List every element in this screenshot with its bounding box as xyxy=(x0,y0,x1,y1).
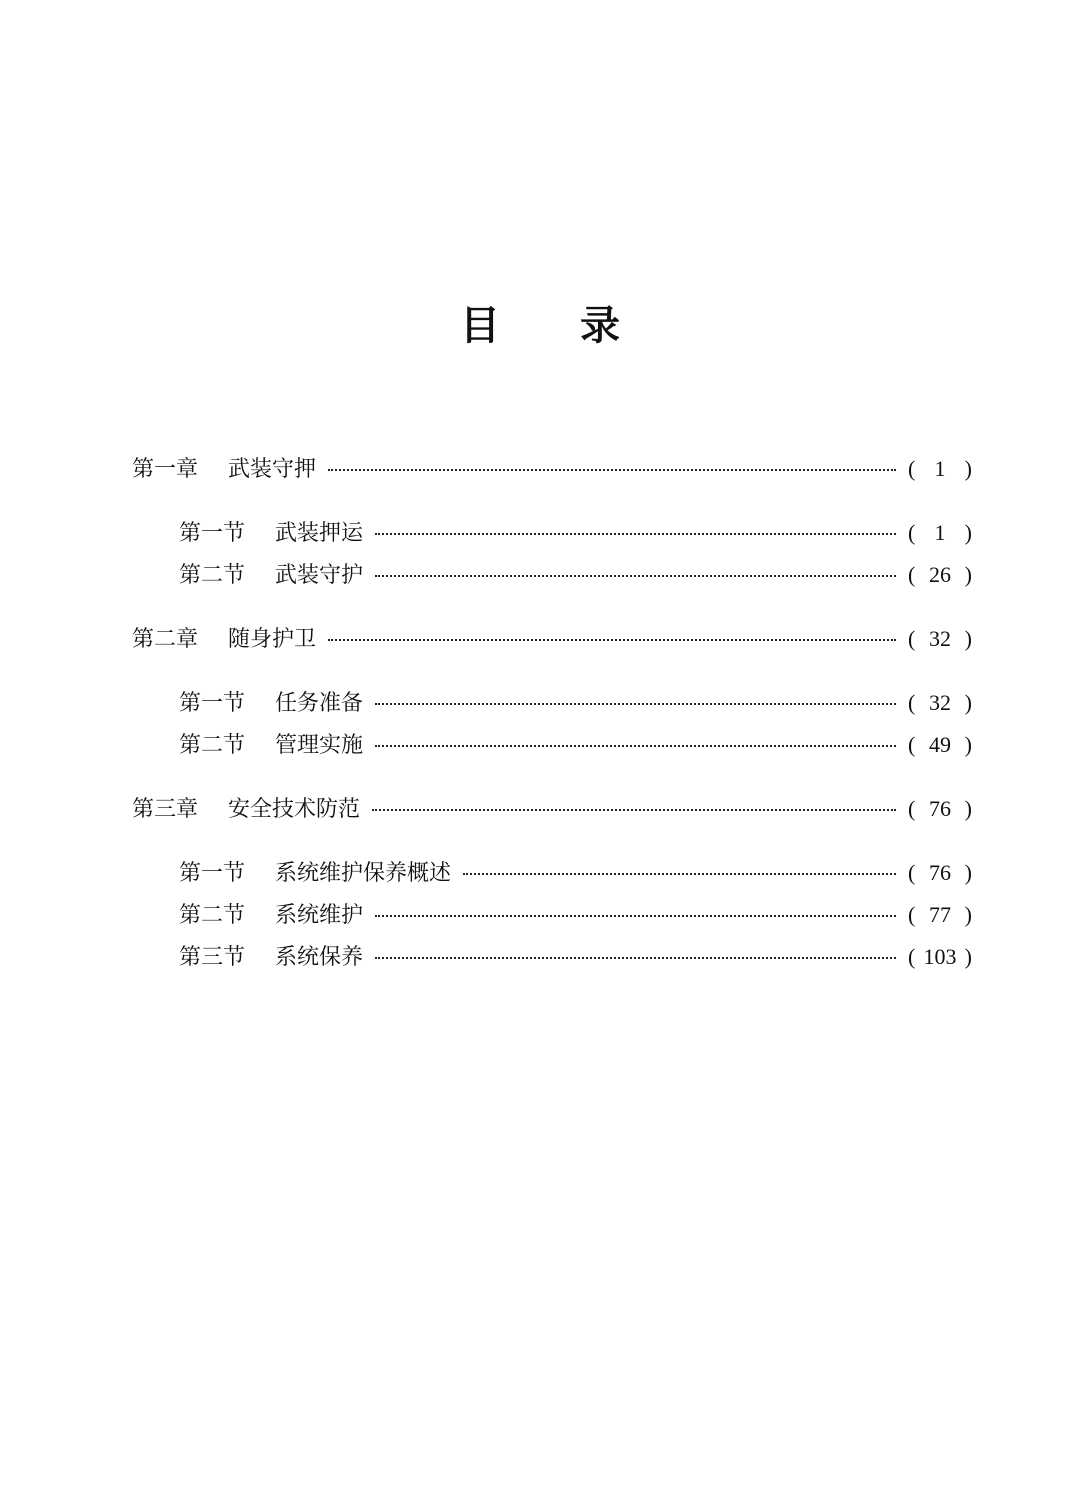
toc-page-number: ( 76 ) xyxy=(908,796,972,821)
dot-leader xyxy=(328,639,896,641)
toc-section-1-1[interactable] xyxy=(132,516,972,558)
toc-section-2-2[interactable] xyxy=(132,728,972,770)
dot-leader xyxy=(375,915,896,917)
toc-page-number: ( 49 ) xyxy=(908,732,972,757)
title-char-2: 录 xyxy=(580,303,620,349)
toc-title: 系统保养 xyxy=(275,945,364,970)
toc-title: 武装押运 xyxy=(275,521,364,546)
toc-label: 第一节 xyxy=(179,691,246,716)
toc-chapter-1[interactable] xyxy=(132,452,972,494)
toc-title: 安全技术防范 xyxy=(228,797,361,822)
toc-section-1-2[interactable] xyxy=(132,558,972,600)
title-char-1: 目 xyxy=(460,303,500,349)
dot-leader xyxy=(375,745,896,747)
toc-title: 武装守护 xyxy=(275,563,364,588)
toc-label: 第一章 xyxy=(132,457,199,482)
page-title xyxy=(0,300,1080,352)
toc-page-number: ( 26 ) xyxy=(908,562,972,587)
toc-label: 第二章 xyxy=(132,627,199,652)
toc-page-number: ( 1 ) xyxy=(908,456,972,481)
toc-title: 任务准备 xyxy=(275,691,364,716)
toc-chapter-2[interactable] xyxy=(132,622,972,664)
toc-page-number: ( 32 ) xyxy=(908,690,972,715)
toc-label: 第一节 xyxy=(179,861,246,886)
toc-page-number: ( 76 ) xyxy=(908,860,972,885)
toc-section-3-3[interactable] xyxy=(132,940,972,982)
toc-chapter-3[interactable] xyxy=(132,792,972,834)
toc-section-2-1[interactable] xyxy=(132,686,972,728)
toc-label: 第二节 xyxy=(179,563,246,588)
dot-leader xyxy=(375,957,896,959)
toc-title: 管理实施 xyxy=(275,733,364,758)
toc-title: 系统维护 xyxy=(275,903,364,928)
toc-section-3-2[interactable] xyxy=(132,898,972,940)
toc-page-number: ( 32 ) xyxy=(908,626,972,651)
toc-page-number: ( 77 ) xyxy=(908,902,972,927)
dot-leader xyxy=(463,873,896,875)
dot-leader xyxy=(375,703,896,705)
toc-title: 随身护卫 xyxy=(228,627,317,652)
toc-label: 第三章 xyxy=(132,797,199,822)
dot-leader xyxy=(328,469,896,471)
toc-page-number: ( 103 ) xyxy=(908,944,972,969)
table-of-contents xyxy=(132,452,972,982)
toc-label: 第三节 xyxy=(179,945,246,970)
toc-label: 第二节 xyxy=(179,733,246,758)
dot-leader xyxy=(375,533,896,535)
toc-title: 系统维护保养概述 xyxy=(275,861,452,886)
toc-label: 第二节 xyxy=(179,903,246,928)
toc-title: 武装守押 xyxy=(228,457,317,482)
toc-label: 第一节 xyxy=(179,521,246,546)
toc-page-number: ( 1 ) xyxy=(908,520,972,545)
dot-leader xyxy=(372,809,896,811)
toc-section-3-1[interactable] xyxy=(132,856,972,898)
dot-leader xyxy=(375,575,896,577)
